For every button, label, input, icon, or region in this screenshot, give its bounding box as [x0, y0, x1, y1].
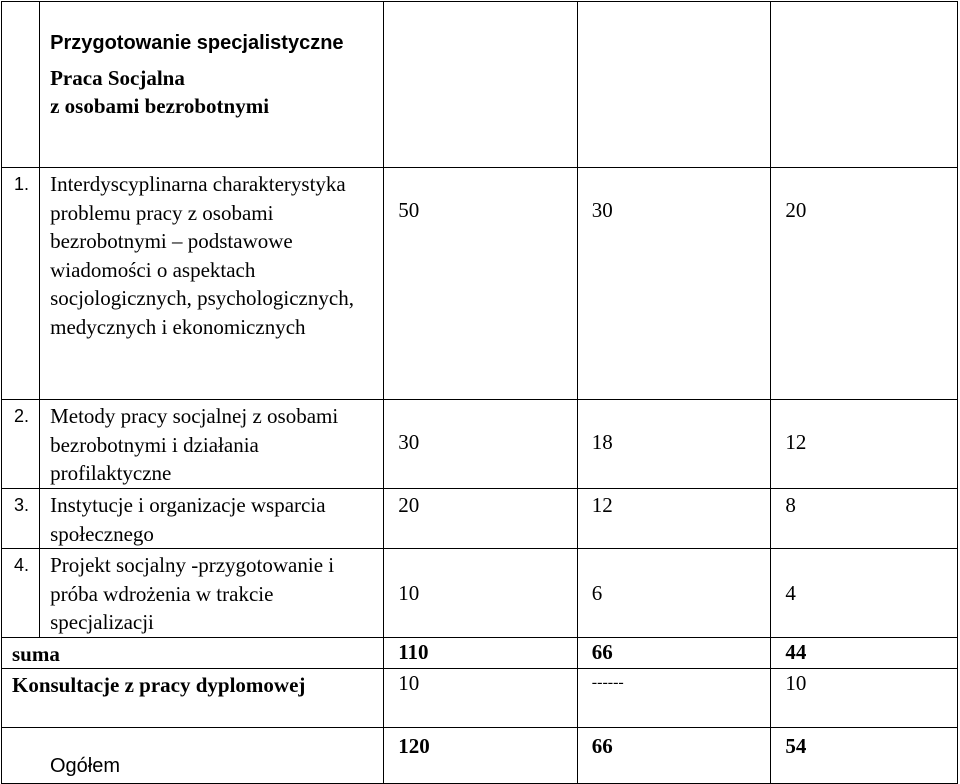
total-value-3: 54 [771, 728, 958, 784]
sum-value-2: 66 [577, 637, 771, 669]
row-value-3: 20 [771, 168, 958, 400]
row-value-1: 10 [384, 549, 578, 638]
row-number: 4. [2, 549, 40, 638]
header-v1-cell [384, 2, 578, 168]
table-row [2, 549, 958, 638]
table-row [2, 400, 958, 489]
row-description: Metody pracy socjalnej z osobami bezrobotnymi i działania profilaktyczne [40, 400, 384, 489]
header-num-cell [2, 2, 40, 168]
row-value-3: 12 [771, 400, 958, 489]
row-value-2: 6 [577, 549, 771, 638]
table-row [2, 168, 958, 400]
consultation-label: Konsultacje z pracy dyplomowej [2, 669, 384, 728]
row-value-1: 50 [384, 168, 578, 400]
section-subtitle-line2: z osobami bezrobotnymi [50, 94, 270, 118]
sum-value-3: 44 [771, 637, 958, 669]
row-value-2: 30 [577, 168, 771, 400]
row-number: 2. [2, 400, 40, 489]
total-row [2, 728, 958, 784]
curriculum-table [1, 1, 958, 784]
row-value-1: 20 [384, 489, 578, 549]
consultation-row [2, 669, 958, 728]
sum-label: suma [2, 637, 384, 669]
header-cell [40, 2, 384, 168]
total-value-1: 120 [384, 728, 578, 784]
section-subtitle-line1: Praca Socjalna [50, 66, 185, 90]
consultation-value-2: ------ [577, 669, 771, 728]
row-value-2: 18 [577, 400, 771, 489]
table-row [2, 489, 958, 549]
row-value-3: 8 [771, 489, 958, 549]
total-label: Ogółem [2, 728, 384, 784]
consultation-value-3: 10 [771, 669, 958, 728]
row-description: Projekt socjalny -przygotowanie i próba wdrożenia w trakcie specjalizacji [40, 549, 384, 638]
header-row [2, 2, 958, 168]
row-number: 3. [2, 489, 40, 549]
row-value-2: 12 [577, 489, 771, 549]
row-number: 1. [2, 168, 40, 400]
row-value-3: 4 [771, 549, 958, 638]
row-description: Instytucje i organizacje wsparcia społecznego [40, 489, 384, 549]
sum-row [2, 637, 958, 669]
row-value-1: 30 [384, 400, 578, 489]
header-v3-cell [771, 2, 958, 168]
row-description: Interdyscyplinarna charakterystyka problemu pracy z osobami bezrobotnymi – podstawowe wiadomości o aspektach socjologicznych, psychologicznych, medycznych i ekonomicznych [40, 168, 384, 400]
sum-value-1: 110 [384, 637, 578, 669]
total-value-2: 66 [577, 728, 771, 784]
section-title: Przygotowanie specjalistyczne [50, 32, 344, 54]
header-v2-cell [577, 2, 771, 168]
consultation-value-1: 10 [384, 669, 578, 728]
